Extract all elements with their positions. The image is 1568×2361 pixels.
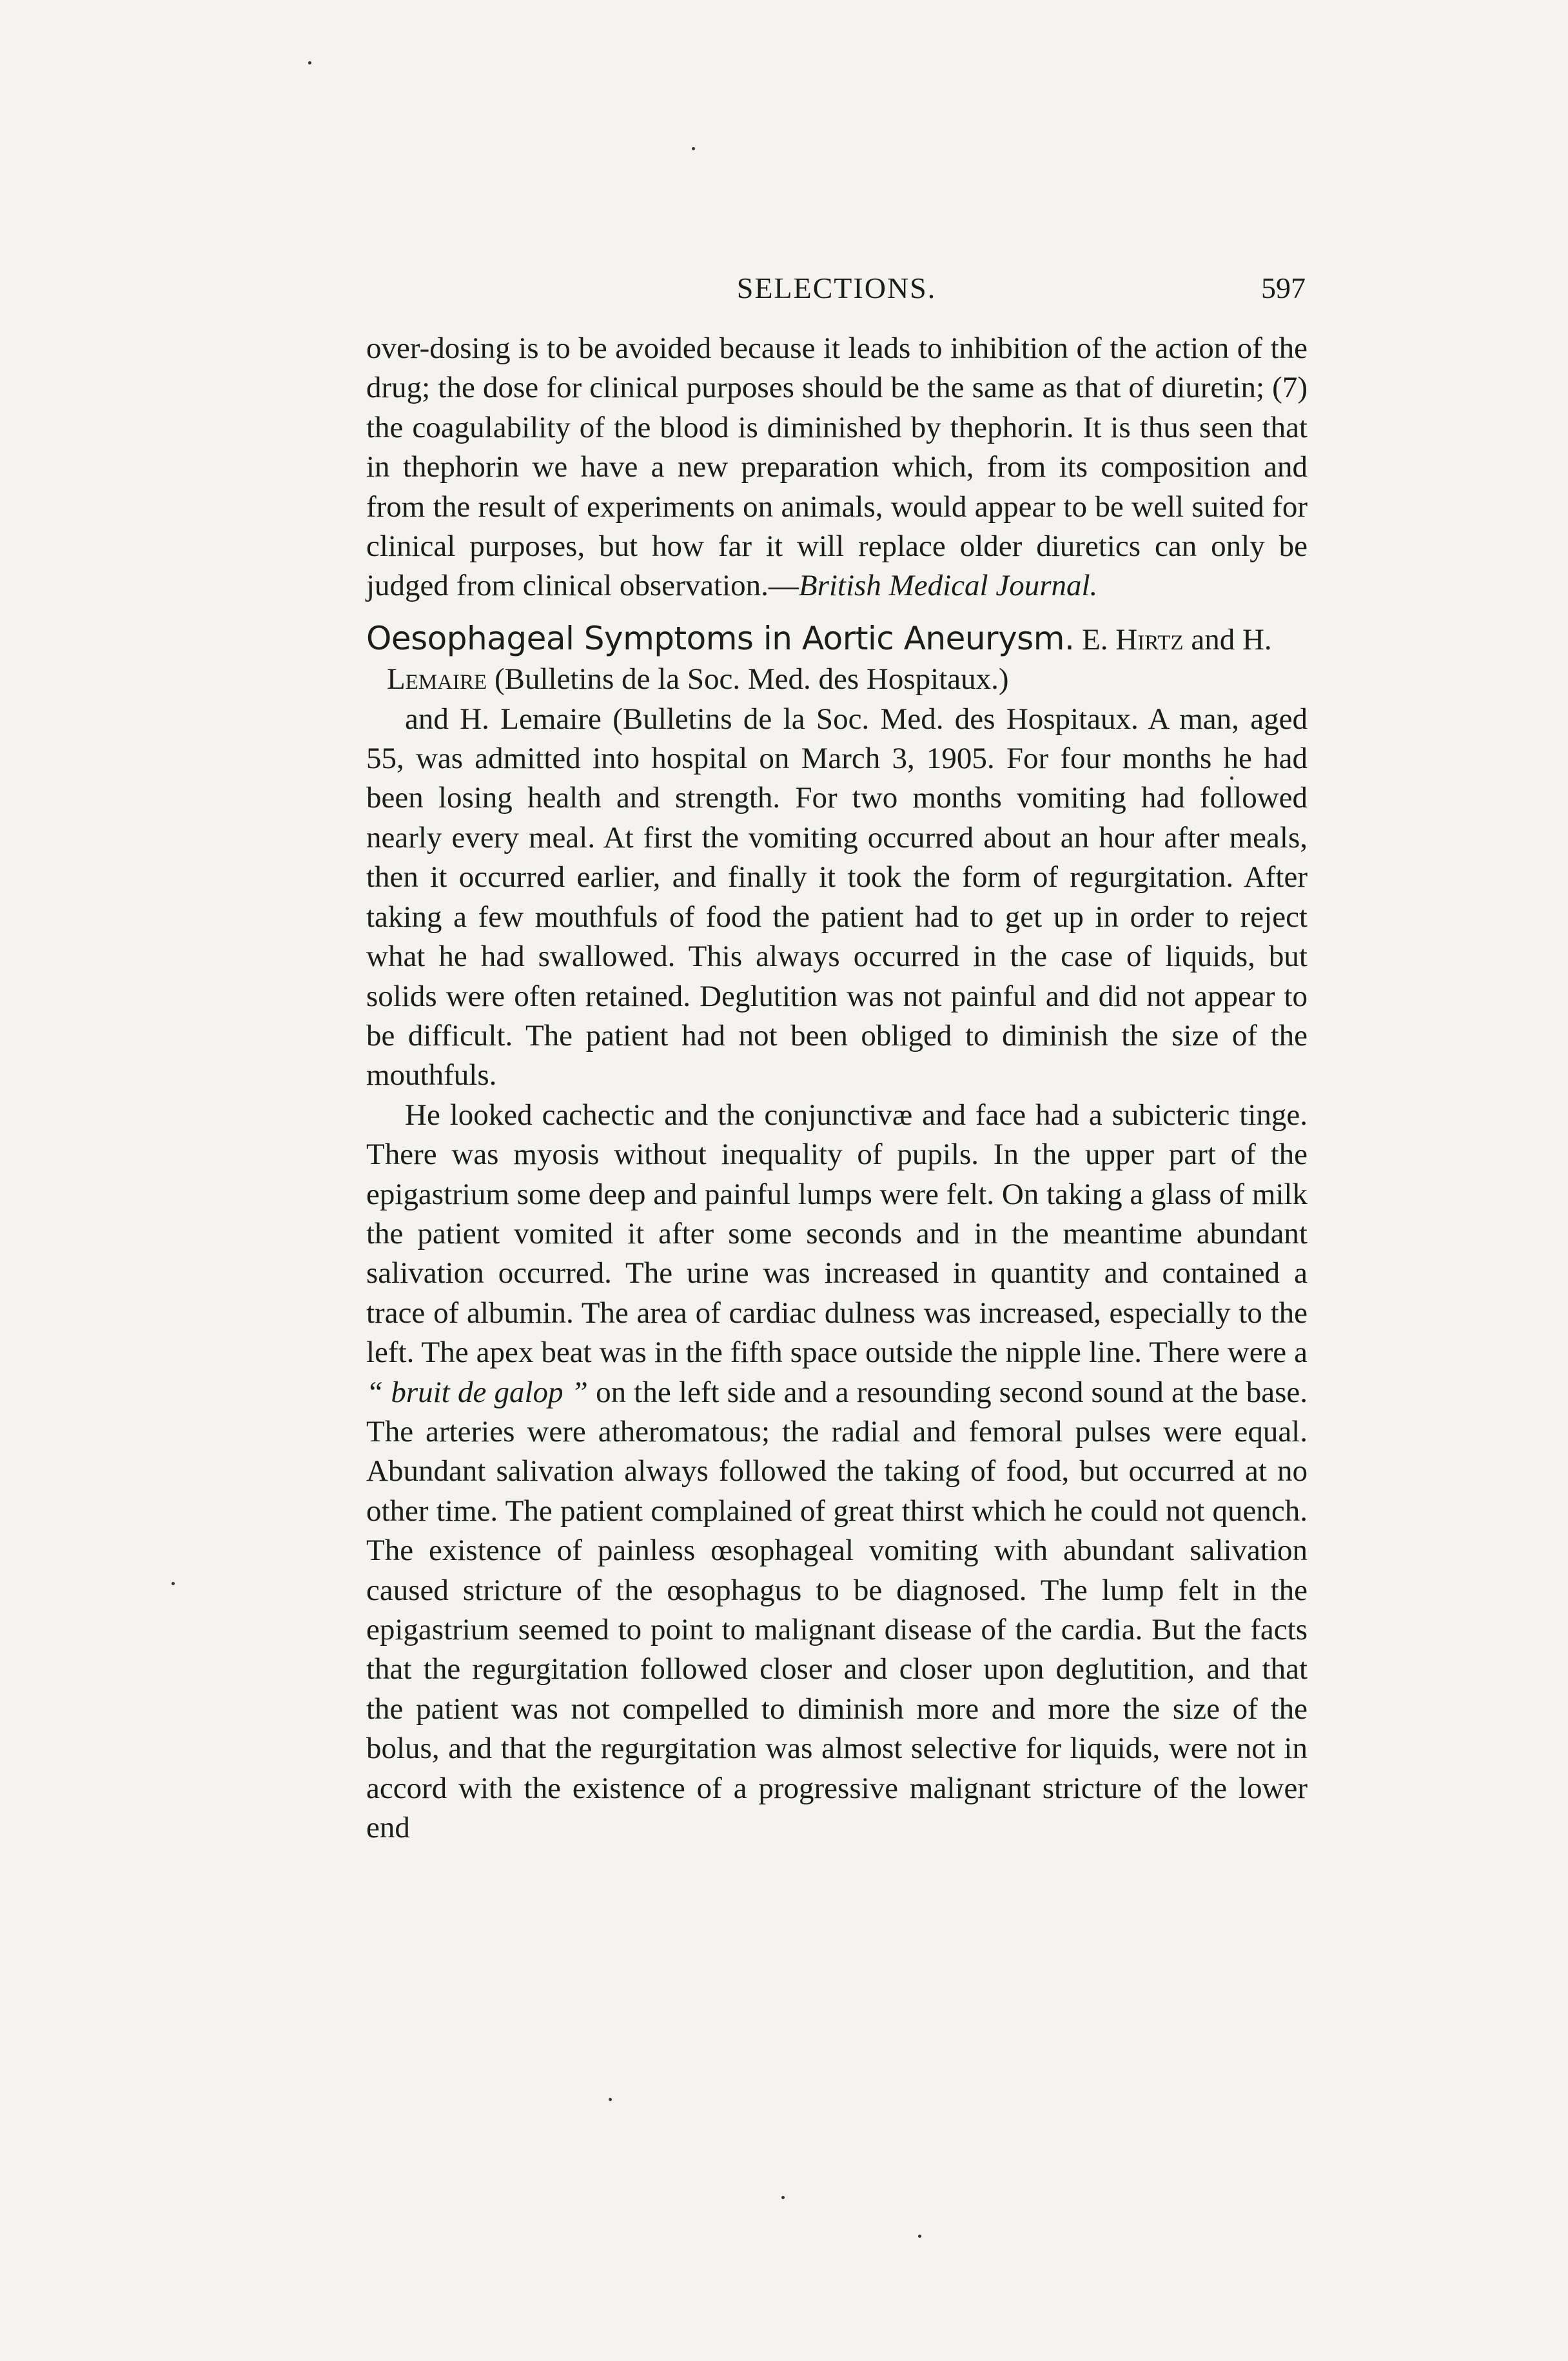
scan-speck bbox=[172, 1582, 175, 1585]
article-heading: Oesophageal Symptoms in Aortic Aneurysm. bbox=[366, 619, 1075, 657]
scan-speck bbox=[308, 61, 311, 64]
paragraph-continued bbox=[366, 329, 1308, 606]
author-2-initial: H. bbox=[1242, 622, 1272, 657]
paragraph-text: on the left side and a resounding second sound at the base. The arteries were atheromatous; the radial and femoral pulses were equal. Abundant salivation always followed the taking of food, but occurred at no other time. The patient complained of great thirst which he could not quench. The existence of painless œsophageal vomiting with abundant salivation caused stricture of the œsophagus to be diagnosed. The lump felt in the epigastrium seemed to point to malignant disease of the cardia. But the facts that the regurgitation followed closer and closer upon deglutition, and that the patient was not compelled to diminish more and more the size of the bolus, and that the regurgitation was almost selective for liquids, were not in accord with the existence of a progressive malignant stricture of the lower end bbox=[366, 1375, 1308, 1845]
paragraph bbox=[366, 1096, 1308, 1848]
scan-speck bbox=[781, 2196, 785, 2199]
page-number: 597 bbox=[1261, 272, 1306, 304]
journal-citation: British Medical Journal. bbox=[798, 569, 1098, 603]
body-text bbox=[366, 329, 1308, 1848]
scan-speck bbox=[1230, 776, 1233, 780]
author-connector: and bbox=[1191, 622, 1235, 657]
running-header bbox=[368, 271, 1306, 322]
scan-speck bbox=[692, 147, 695, 150]
paragraph-text: over-dosing is to be avoided because it leads to inhibition of the action of the drug; the dose for clinical purposes should be the same as that of diuretin; (7) the coagulability of the blood is diminished by thephorin. It is thus seen that in thephorin we have a new preparation which, from its composition and from the result of experiments on animals, would appear to be well suited for clinical purposes, but how far it will replace older diuretics can only be judged from clinical observation.— bbox=[366, 331, 1308, 603]
quoted-phrase: “ bruit de galop ” bbox=[366, 1375, 588, 1409]
article-heading-block bbox=[366, 619, 1308, 700]
paragraph-text: and H. Lemaire (Bulletins de la Soc. Med. des Hospitaux. A man, aged 55, was admitted into hospital on March 3, 1905. For four months he had been losing health and strength. For two months vomiting had followed nearly every meal. At first the vomiting occurred about an hour after meals, then it occurred earlier, and finally it took the form of regurgitation. After taking a few mouthfuls of food the patient had to get up in order to reject what he had swallowed. This always occurred in the case of liquids, but solids were often retained. Deglutition was not painful and did not appear to be difficult. The patient had not been obliged to diminish the size of the mouthfuls. bbox=[366, 702, 1308, 1092]
scan-speck bbox=[609, 2098, 612, 2101]
paragraph-text: He looked cachectic and the conjunctivæ and face had a subicteric tinge. There was myosis without inequality of pupils. In the upper part of the epigastrium some deep and painful lumps were felt. On taking a glass of milk the patient vomited it after some seconds and in the meantime abundant salivation occurred. The urine was increased in quantity and contained a trace of albumin. The area of cardiac dulness was increased, especially to the left. The apex beat was in the fifth space outside the nipple line. There were a bbox=[366, 1098, 1308, 1370]
running-title: SELECTIONS. bbox=[736, 272, 937, 304]
author-2-surname: Lemaire bbox=[387, 662, 487, 696]
author-1: E. Hirtz bbox=[1082, 622, 1184, 657]
paragraph bbox=[366, 700, 1308, 1096]
scan-speck bbox=[918, 2235, 921, 2238]
publication: (Bulletins de la Soc. Med. des Hospitaux.) bbox=[494, 662, 1009, 696]
